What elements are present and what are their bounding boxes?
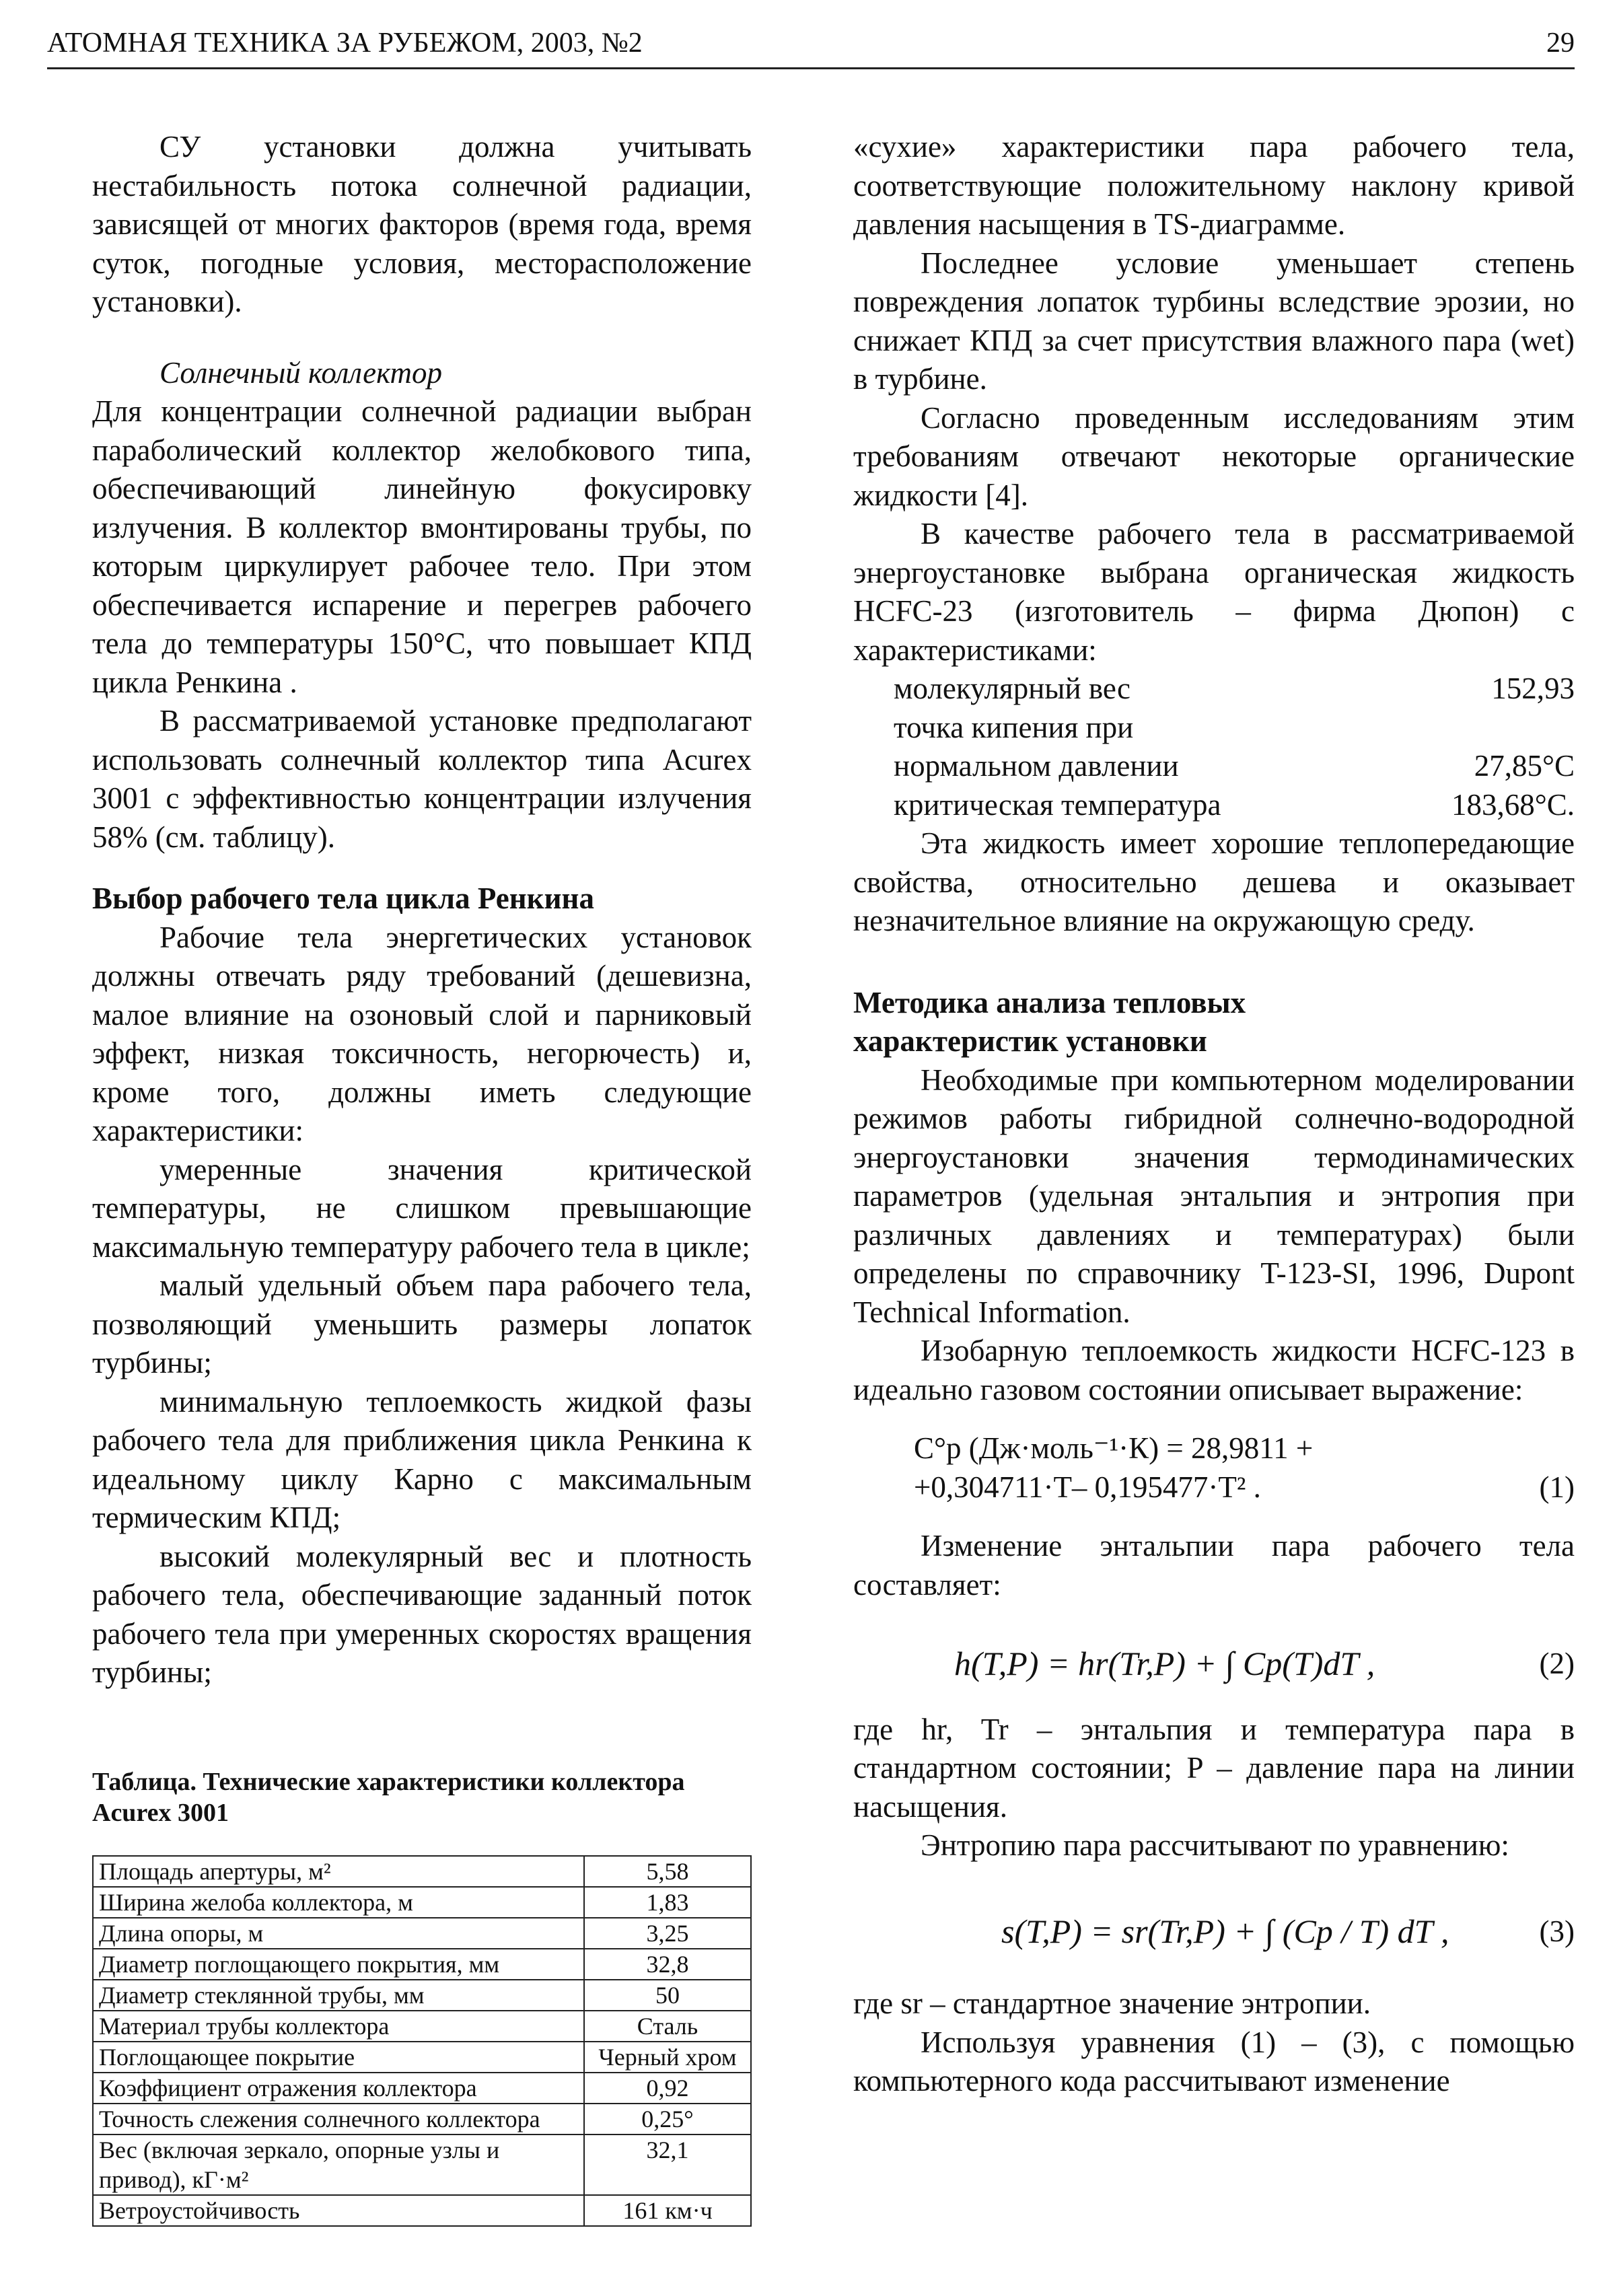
property-row [853, 709, 1575, 786]
spec-name: Ветроустойчивость [93, 2195, 584, 2226]
paragraph: минимальную теплоемкость жидкой фазы рабочего тела для приближения цикла Ренкина к идеальному циклу Карно с максимальным термическим КПД; [92, 1384, 752, 1534]
paragraph: умеренные значения критической температуры, не слишком превышающие максимальную температуру рабочего тела в цикле; [92, 1152, 752, 1264]
spec-name: Материал трубы коллектора [93, 2011, 584, 2042]
equation: h(T,P) = hr(Tr,P) + ∫ Cp(T)dT , [954, 1645, 1375, 1682]
spec-value: 0,92 [584, 2073, 751, 2104]
equation-number: (1) [1539, 1470, 1575, 1504]
equation-3 [1001, 1912, 1575, 1951]
paragraph: Согласно проведенным исследованиям этим требованиям отвечают некоторые органические жидкости [4]. [853, 400, 1575, 512]
spec-value: 32,8 [584, 1949, 751, 1980]
table-row [93, 1887, 751, 1918]
paragraph: высокий молекулярный вес и плотность рабочего тела, обеспечивающие заданный поток рабочего тела при умеренных скоростях вращения турбины; [92, 1539, 752, 1689]
paragraph: Используя уравнения (1) – (3), с помощью компьютерного кода рассчитывают изменение [853, 2025, 1575, 2097]
page-number: 29 [1546, 28, 1575, 59]
table-row [93, 1856, 751, 1887]
paragraph: Эта жидкость имеет хорошие теплопередающие свойства, относительно дешева и оказывает незначительное влияние на окружающую среду. [853, 826, 1575, 937]
table-caption: Таблица. Технические характеристики коллектора Acurex 3001 [92, 1767, 685, 1827]
equation-number: (2) [1539, 1647, 1575, 1680]
spec-value: 3,25 [584, 1918, 751, 1949]
spec-name: Диаметр стеклянной трубы, мм [93, 1980, 584, 2011]
equation-2 [954, 1645, 1575, 1684]
spec-name: Площадь апертуры, м² [93, 1856, 584, 1887]
table-row [93, 1980, 751, 2011]
table-row [93, 1918, 751, 1949]
running-header [47, 19, 1575, 69]
subsection-title: Солнечный коллектор [159, 355, 443, 390]
equation: s(T,P) = sr(Tr,P) + ∫ (Cp / T) dT , [1001, 1912, 1449, 1950]
property-row [853, 786, 1575, 825]
paragraph: «сухие» характеристики пара рабочего тела, соответствующие положительному наклону кривой давления насыщения в TS-диаграмме. [853, 130, 1575, 241]
spec-value: Черный хром [584, 2042, 751, 2073]
section-heading: Методика анализа тепловых характеристик установки [853, 985, 1246, 1058]
spec-value: 5,58 [584, 1856, 751, 1887]
paragraph: Рабочие тела энергетических установок должны отвечать ряду требований (дешевизна, малое влияние на озоновый слой и парниковый эффект, низкая токсичность, негорючесть) и, кроме того, должны иметь следующие характеристики: [92, 920, 752, 1147]
table-row [93, 1949, 751, 1980]
paragraph: Последнее условие уменьшает степень повреждения лопаток турбины вследствие эрозии, но снижает КПД за счет присутствия влажного пара (wet) в турбине. [853, 246, 1575, 396]
paragraph: малый удельный объем пара рабочего тела, позволяющий уменьшить размеры лопаток турбины; [92, 1268, 752, 1379]
paragraph: где hr, Tr – энтальпия и температура пара в стандартном состоянии; P – давление пара на линии насыщения. [853, 1712, 1575, 1824]
equation-line: +0,304711·T– 0,195477·T² . [914, 1470, 1261, 1504]
equation-1 [853, 1429, 1575, 1507]
property-name: критическая температура [894, 787, 1221, 822]
spec-name: Вес (включая зеркало, опорные узлы и привод), кГ·м² [93, 2134, 584, 2195]
property-value: 152,93 [1491, 672, 1575, 705]
fluid-properties [853, 670, 1575, 824]
spec-value: 32,1 [584, 2134, 751, 2195]
paragraph: Энтропию пара рассчитывают по уравнению: [921, 1828, 1509, 1862]
spec-name: Ширина желоба коллектора, м [93, 1887, 584, 1918]
spec-name: Диаметр поглощающего покрытия, мм [93, 1949, 584, 1980]
spec-name: Длина опоры, м [93, 1918, 584, 1949]
property-name: точка кипения при нормальном давлении [894, 710, 1179, 783]
collector-specs-table [92, 1855, 752, 2227]
table-row [93, 2195, 751, 2226]
paragraph: Изобарную теплоемкость жидкости HCFC-123 в идеально газовом состоянии описывает выражение: [853, 1334, 1575, 1406]
spec-name: Поглощающее покрытие [93, 2042, 584, 2073]
spec-value: 1,83 [584, 1887, 751, 1918]
journal-title: АТОМНАЯ ТЕХНИКА ЗА РУБЕЖОМ, 2003, №2 [47, 28, 643, 59]
paragraph: СУ установки должна учитывать нестабильность потока солнечной радиации, зависящей от многих факторов (время года, время суток, погодные условия, месторасположение установки). [92, 130, 752, 318]
right-column [853, 128, 1575, 2101]
property-row [853, 670, 1575, 709]
property-value: 27,85°С [1474, 749, 1575, 783]
paragraph: Необходимые при компьютерном моделировании режимов работы гибридной солнечно-водородной энергоустановки значения термодинамических параметров (удельная энтальпия и энтропия при различных давлениях и температурах) были определены по справочнику T-123-SI, 1996, Dupont Technical Information. [853, 1063, 1575, 1329]
section-heading: Выбор рабочего тела цикла Ренкина [92, 882, 594, 915]
spec-name: Точность слежения солнечного коллектора [93, 2104, 584, 2134]
left-column [92, 128, 752, 2227]
paragraph: Для концентрации солнечной радиации выбран параболический коллектор желобкового типа, обеспечивающий линейную фокусировку излучения. В коллектор вмонтированы трубы, по которым циркулирует рабочее тело. При этом обеспечивается испарение и перегрев рабочего тела до температуры 150°С, что повышает КПД цикла Ренкина . [92, 394, 752, 699]
spec-name: Коэффициент отражения коллектора [93, 2073, 584, 2104]
spec-value: 0,25° [584, 2104, 751, 2134]
paragraph: В качестве рабочего тела в рассматриваемой энергоустановке выбрана органическая жидкость HCFC-23 (изготовитель – фирма Дюпон) с характеристиками: [853, 517, 1575, 667]
table-row [93, 2073, 751, 2104]
equation-number: (3) [1539, 1914, 1575, 1948]
paragraph: где sr – стандартное значение энтропии. [853, 1986, 1371, 2020]
table-row [93, 2011, 751, 2042]
paragraph: В рассматриваемой установке предполагают использовать солнечный коллектор типа Acurex 3001 с эффективностью концентрации излучения 58% (см. таблицу). [92, 704, 752, 854]
table-row [93, 2042, 751, 2073]
spec-value: 161 км·ч [584, 2195, 751, 2226]
table-row [93, 2134, 751, 2195]
spec-value: 50 [584, 1980, 751, 2011]
equation-line: C°p (Дж·моль⁻¹·К) = 28,9811 + [914, 1431, 1314, 1465]
spec-value: Сталь [584, 2011, 751, 2042]
property-value: 183,68°С. [1451, 787, 1575, 822]
paragraph: Изменение энтальпии пара рабочего тела составляет: [853, 1529, 1575, 1602]
property-name: молекулярный вес [894, 672, 1130, 705]
table-row [93, 2104, 751, 2134]
